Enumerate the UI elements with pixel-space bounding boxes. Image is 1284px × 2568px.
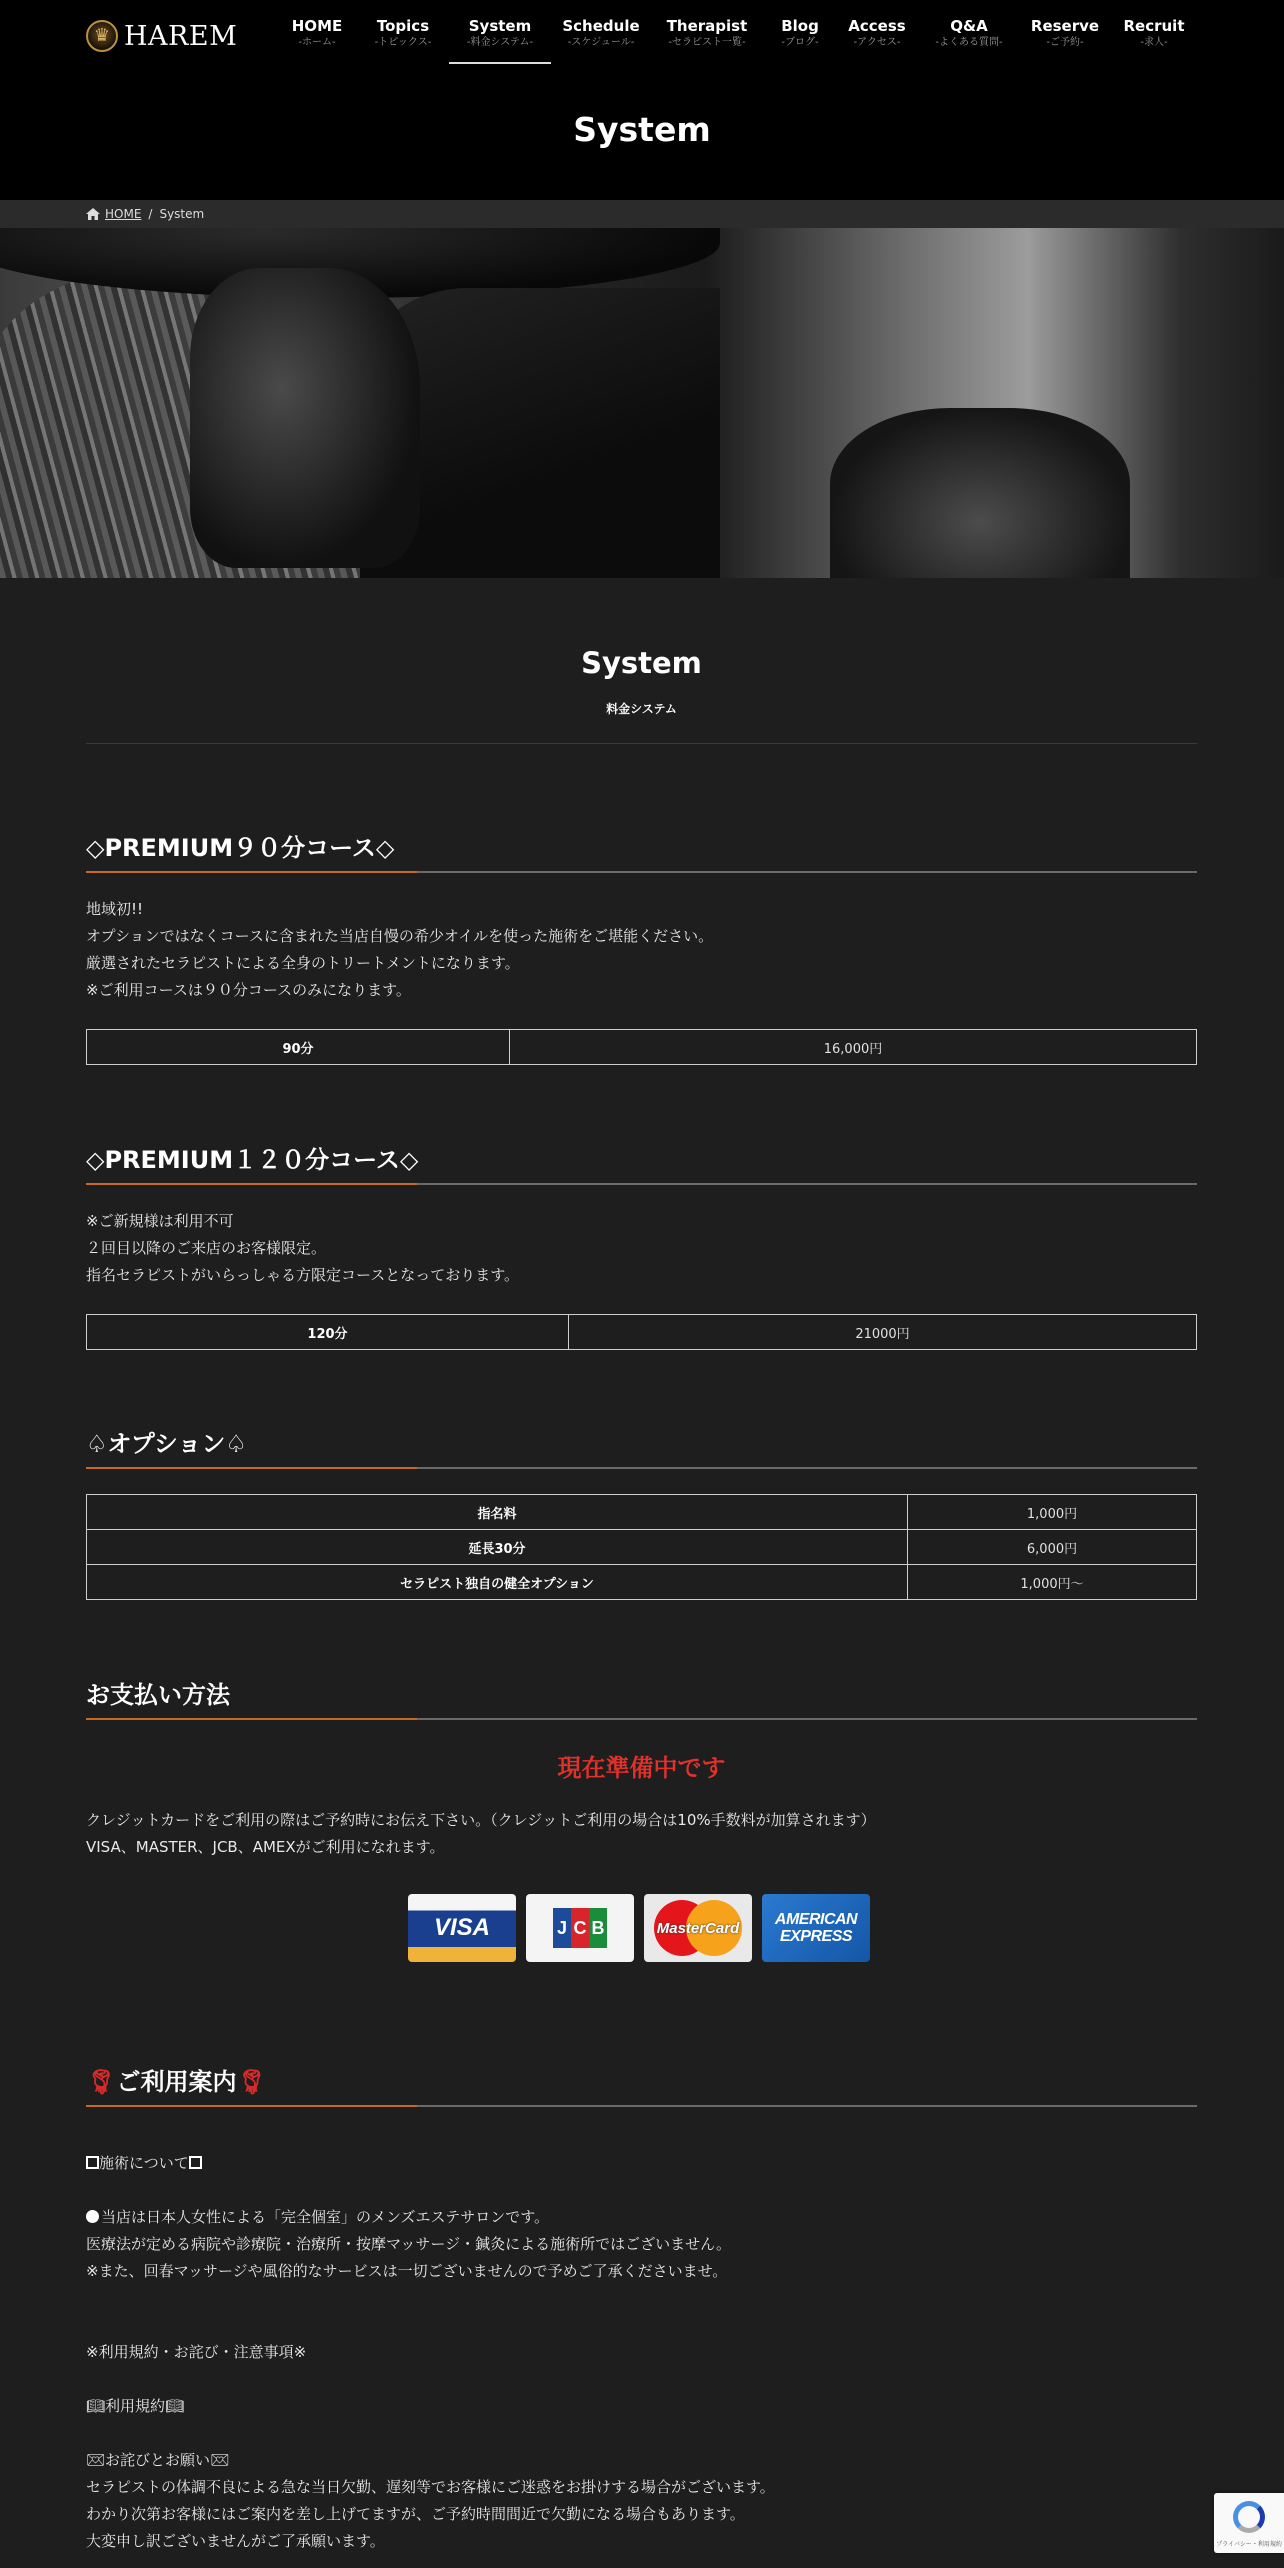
premium90-price-table: [86, 1029, 1197, 1065]
hero-right-glove-shape: [830, 408, 1130, 578]
amex-card-logo: [762, 1894, 870, 1962]
spacer: [86, 2312, 1197, 2339]
nav-item-access[interactable]: [848, 16, 905, 50]
spacer: [86, 2366, 1197, 2393]
apology-label: お詫びとお願い: [105, 2451, 211, 2469]
breadcrumb: [0, 200, 1284, 228]
recaptcha-links[interactable]: プライバシー・利用規約: [1216, 2541, 1282, 2548]
option-price-cell: 1,000円: [908, 1495, 1197, 1530]
options-heading-text: オプション: [107, 1430, 226, 1458]
card-label: VISA: [433, 1914, 490, 1941]
text-line: わかり次第お客様にはご案内を差し上げてますが、ご予約時間間近で欠勤になる場合もあります。: [86, 2505, 745, 2523]
breadcrumb-separator: /: [148, 207, 153, 221]
text-line: 地域初!!: [86, 900, 144, 918]
nav-label: Reserve: [1030, 17, 1100, 35]
spacer: [86, 2285, 1197, 2312]
nav-label: Access: [848, 17, 906, 35]
option-name-cell: 延長30分: [87, 1530, 908, 1565]
nav-label: Blog: [781, 17, 819, 35]
heading-underline: [86, 1718, 1197, 1720]
table-row: [87, 1315, 1197, 1350]
text-line: セラピストの体調不良による急な当日欠勤、遅刻等でお客様にご迷惑をお掛けする場合がございます。: [86, 2478, 775, 2496]
nav-sublabel: -求人-: [1140, 37, 1168, 48]
nav-item-topics[interactable]: [375, 16, 432, 50]
nav-item-recruit[interactable]: [1123, 16, 1184, 50]
site-header: [0, 0, 1284, 200]
recaptcha-icon: [1233, 2501, 1265, 2533]
nav-label: System: [468, 17, 532, 35]
nav-sublabel: -よくある質問-: [935, 37, 1003, 48]
table-row: [87, 1530, 1197, 1565]
text-line: ※ご新規様は利用不可: [86, 1212, 234, 1230]
nav-active-indicator: [449, 62, 551, 64]
visa-card-logo: [408, 1894, 516, 1962]
terms-label-line: [86, 2393, 1197, 2420]
premium120-price-table: [86, 1314, 1197, 1350]
nav-label: Therapist: [666, 17, 748, 35]
premium120-description: [86, 1208, 1197, 1289]
course-name-cell: 120分: [87, 1315, 569, 1350]
nav-sublabel: -アクセス-: [853, 37, 901, 48]
section-subtitle: 料金システム: [606, 702, 677, 716]
nav-sublabel: -ご予約-: [1046, 37, 1084, 48]
breadcrumb-current: System: [159, 207, 205, 221]
section-divider: [86, 743, 1197, 744]
hero-glove-shape: [190, 268, 420, 568]
nav-sublabel: -トピックス-: [374, 37, 432, 48]
square-icon: [189, 2156, 202, 2169]
nav-label: Topics: [376, 17, 430, 35]
jcb-letter: J: [553, 1908, 571, 1948]
table-row: [87, 1565, 1197, 1600]
breadcrumb-home-link[interactable]: HOME: [105, 207, 142, 221]
text-line: [86, 2204, 1197, 2231]
guide-heading: [86, 2062, 1197, 2097]
card-label: MasterCard: [656, 1919, 740, 1937]
recaptcha-badge[interactable]: [1214, 2493, 1284, 2553]
option-name-cell: セラピスト独自の健全オプション: [87, 1565, 908, 1600]
course-price-cell: 21000円: [569, 1315, 1197, 1350]
mastercard-logo: [644, 1894, 752, 1962]
spacer: [86, 2420, 1197, 2447]
square-icon: [86, 2156, 99, 2169]
rose-icon: 🌹︎: [236, 2068, 267, 2096]
text-line: クレジットカードをご利用の際はご予約時にお伝え下さい。（クレジットご利用の場合は10%手数料が加算されます）: [86, 1811, 876, 1829]
nav-item-schedule[interactable]: [562, 16, 639, 50]
credit-card-logos: [408, 1894, 878, 1966]
nav-label: Q&A: [950, 17, 988, 35]
text-line: 大変申し訳ございませんがご了承願います。: [86, 2532, 385, 2550]
about-label-line: [86, 2150, 1197, 2177]
nav-label: Recruit: [1123, 17, 1185, 35]
section-title: System: [581, 646, 702, 680]
apology-label-line: [86, 2447, 1197, 2474]
envelope-icon: 💌︎: [210, 2451, 230, 2469]
home-icon: [86, 208, 100, 220]
heading-underline: [86, 871, 1197, 873]
nav-label: HOME: [291, 17, 343, 35]
nav-sublabel: -ブログ-: [781, 37, 819, 48]
text-line: オプションではなくコースに含まれた当店自慢の希少オイルを使った施術をご堪能ください。: [86, 927, 714, 945]
nav-item-blog[interactable]: [781, 16, 819, 50]
options-heading: [86, 1424, 1197, 1459]
course-name-cell: 90分: [87, 1030, 510, 1065]
text-line: ２回目以降のご来店のお客様限定。: [86, 1239, 327, 1257]
book-icon: 📖︎: [86, 2397, 106, 2415]
payment-description: [86, 1807, 1197, 1861]
jcb-letter: B: [589, 1908, 607, 1948]
option-price-cell: 1,000円〜: [908, 1565, 1197, 1600]
option-price-cell: 6,000円: [908, 1530, 1197, 1565]
jcb-card-logo: [526, 1894, 634, 1962]
guide-heading-text: ご利用案内: [116, 2068, 237, 2096]
nav-item-qa[interactable]: [935, 16, 1002, 50]
nav-sublabel: -ホーム-: [298, 37, 336, 48]
about-label: 施術について: [99, 2154, 189, 2172]
nav-item-therapist[interactable]: [667, 16, 748, 50]
hero-image: [0, 228, 1284, 578]
envelope-icon: 💌︎: [86, 2451, 106, 2469]
nav-sublabel: -スケジュール-: [567, 37, 635, 48]
premium120-heading: ◇PREMIUM１２０分コース◇: [86, 1146, 419, 1174]
text-line: VISA、MASTER、JCB、AMEXがご利用になれます。: [86, 1838, 445, 1856]
nav-item-system[interactable]: [467, 16, 533, 50]
bullet-icon: [86, 2210, 99, 2223]
payment-heading: お支払い方法: [86, 1681, 230, 1709]
text-line: 厳選されたセラピストによる全身のトリートメントになります。: [86, 954, 520, 972]
guide-body: [86, 2150, 1197, 2555]
text-line: 指名セラピストがいらっしゃる方限定コースとなっております。: [86, 1266, 520, 1284]
nav-item-home[interactable]: [292, 16, 342, 50]
course-price-cell: 16,000円: [510, 1030, 1197, 1065]
nav-label: Schedule: [562, 17, 640, 35]
table-row: [87, 1030, 1197, 1065]
text-line: ※また、回春マッサージや風俗的なサービスは一切ございませんので予めご了承くださいませ。: [86, 2262, 728, 2280]
nav-sublabel: -セラピスト一覧-: [668, 37, 746, 48]
rose-icon: 🌹︎: [86, 2068, 117, 2096]
nav-sublabel: -料金システム-: [466, 37, 534, 48]
card-label: AMERICAN EXPRESS: [774, 1911, 858, 1945]
text-line-content: 当店は日本人女性による「完全個室」のメンズエステサロンです。: [101, 2208, 550, 2226]
premium90-heading: ◇PREMIUM９０分コース◇: [86, 834, 395, 862]
heading-underline: [86, 1183, 1197, 1185]
logo-text: HAREM: [124, 20, 238, 52]
text-line: ※ご利用コースは９０分コースのみになります。: [86, 981, 411, 999]
heading-underline: [86, 2105, 1197, 2107]
page-title: System: [573, 110, 711, 149]
terms-label: 利用規約: [105, 2397, 166, 2415]
options-price-table: [86, 1494, 1197, 1600]
terms-heading: ※利用規約・お詫び・注意事項※: [86, 2343, 307, 2361]
book-icon: 📖︎: [165, 2397, 185, 2415]
main-nav: [0, 0, 1284, 64]
payment-notice: 現在準備中です: [557, 1754, 726, 1782]
nav-item-reserve[interactable]: [1031, 16, 1099, 50]
jcb-letter: C: [571, 1908, 589, 1948]
text-line: 医療法が定める病院や診療院・治療所・按摩マッサージ・鍼灸による施術所ではございません。: [86, 2235, 732, 2253]
table-row: [87, 1495, 1197, 1530]
spade-icon: ♤: [225, 1430, 247, 1458]
heading-underline: [86, 1467, 1197, 1469]
spade-icon: ♤: [86, 1430, 108, 1458]
spacer: [86, 2177, 1197, 2204]
option-name-cell: 指名料: [87, 1495, 908, 1530]
premium90-description: [86, 896, 1197, 1004]
